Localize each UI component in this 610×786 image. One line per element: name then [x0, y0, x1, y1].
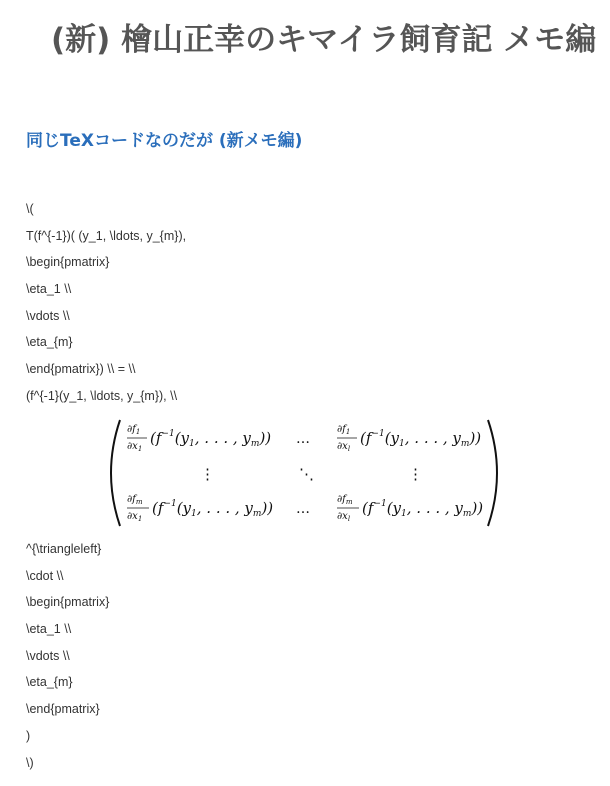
svg-text:∂f1: $\partial f_1$ — [337, 424, 351, 436]
matrix-entry-1-2 — [337, 424, 481, 453]
matrix-vdots-1: ⋮ — [200, 465, 215, 483]
svg-text:∂fm: $\partial f_m$ — [127, 494, 143, 506]
tex-code-line: \( — [26, 202, 34, 216]
tex-code-line: T(f^{-1})( (y_1, \ldots, y_{m}), — [26, 228, 187, 243]
svg-text:(f−1(y1, . . . , ym)): ($f^{-1}(y_1$, . . . , $y_m$)) — [152, 499, 274, 519]
svg-text:∂x1: $\partial x_1$ — [127, 511, 143, 523]
svg-text:∂xl: $\partial x_l$ — [337, 441, 351, 453]
site-title[interactable]: (新) 檜山正幸のキマイラ飼育記 メモ編 — [51, 22, 597, 58]
svg-text:(f−1(y1, . . . , ym)): ($f^{-1}(y_1$, . . . , $y_m$)) — [150, 429, 272, 449]
svg-text:∂x1: $\partial x_1$ — [127, 441, 143, 453]
matrix-vdots-2: ⋮ — [408, 465, 423, 483]
matrix-ddots: ⋱ — [299, 465, 314, 483]
tex-code-line: ) — [26, 728, 31, 743]
matrix-entry-3-2 — [337, 494, 483, 523]
rendered-jacobian-matrix — [106, 418, 502, 528]
tex-code-line: \begin{pmatrix} — [26, 255, 110, 270]
tex-code-line: \end{pmatrix} — [26, 702, 100, 717]
tex-code-line: \vdots \\ — [26, 648, 70, 663]
tex-code-line: \eta_{m} — [26, 675, 73, 690]
svg-text:∂fm: $\partial f_m$ — [337, 494, 353, 506]
svg-text:∂xl: $\partial x_l$ — [337, 511, 351, 523]
svg-text:(f−1(y1, . . . , ym)): ($f^{-1}(y_1$, . . . , $y_m$)) — [362, 499, 484, 519]
tex-code-line: \) — [26, 755, 34, 770]
tex-code-line: \eta_{m} — [26, 335, 73, 350]
right-paren — [488, 420, 497, 526]
tex-code-line: \end{pmatrix}) \\ = \\ — [26, 362, 136, 377]
matrix-entry-3-1 — [127, 494, 273, 523]
tex-code-block-top — [26, 196, 186, 410]
post-title[interactable]: 同じTeXコードなのだが (新メモ編) — [26, 131, 303, 151]
tex-code-line: ^{\triangleleft} — [26, 542, 102, 556]
tex-code-line: \cdot \\ — [26, 568, 64, 583]
tex-code-line: \eta_1 \\ — [26, 622, 72, 637]
matrix-entry-1-1 — [127, 424, 271, 453]
tex-code-line: (f^{-1}(y_1, \ldots, y_{m}), \\ — [26, 388, 178, 403]
matrix-hdots-3: … — [296, 501, 310, 517]
tex-code-line: \vdots \\ — [26, 308, 70, 323]
svg-text:(f−1(y1, . . . , ym)): ($f^{-1}(y_1$, . . . , $y_m$)) — [360, 429, 482, 449]
tex-code-line: \eta_1 \\ — [26, 282, 72, 297]
svg-text:∂f1: $\partial f_1$ — [127, 424, 141, 436]
matrix-hdots-1: … — [296, 431, 310, 447]
tex-code-line: \begin{pmatrix} — [26, 595, 110, 610]
left-paren — [111, 420, 120, 526]
tex-code-block-bottom — [26, 536, 109, 776]
matrix-svg — [106, 418, 502, 528]
